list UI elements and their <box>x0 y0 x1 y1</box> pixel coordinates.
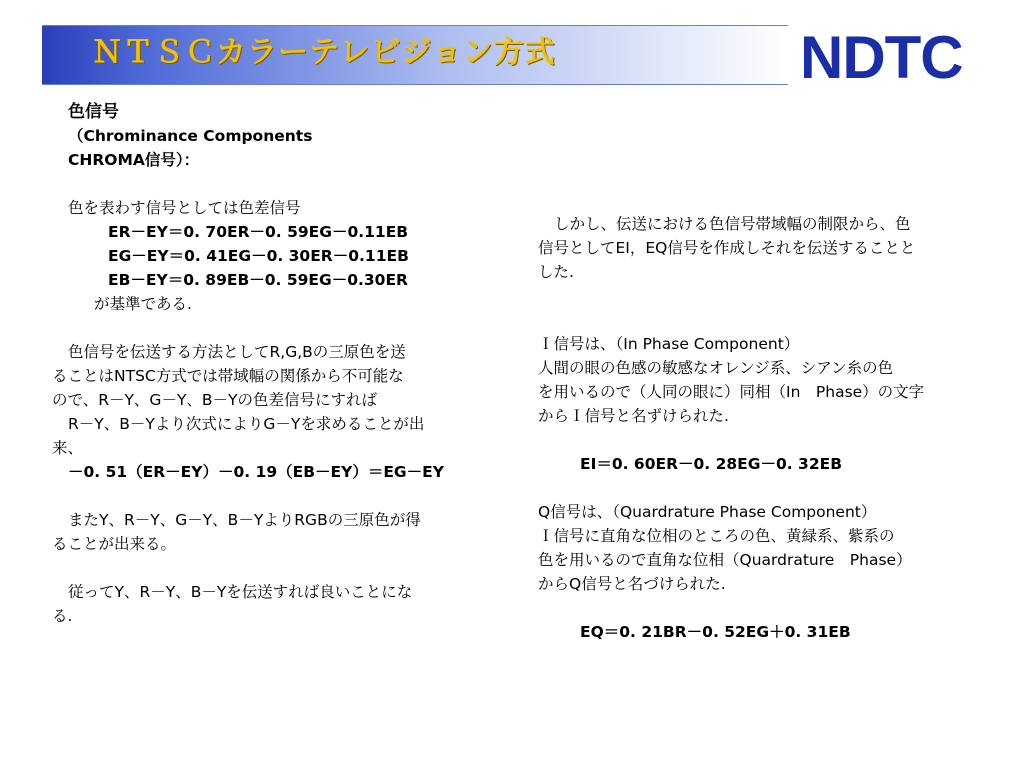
i-signal-title: Ｉ信号は、（In Phase Component） <box>538 335 800 353</box>
paragraph-line: が基準である. <box>94 295 192 313</box>
equation-eg-ey: EG－EY＝0. 41EG－0. 30ER－0.11EB <box>108 247 409 265</box>
paragraph-line: 色信号を伝送する方法としてR,G,Bの三原色を送 <box>68 343 406 361</box>
left-column <box>52 100 492 628</box>
spacer <box>538 596 984 620</box>
paragraph-line: 来、 <box>52 439 84 457</box>
paragraph-line: からＩ信号と名ずけられた. <box>538 407 729 425</box>
paragraph-line: 信号としてEI，EQ信号を作成しそれを伝送することと <box>538 239 916 257</box>
paragraph-line: 色を表わす信号としては色差信号 <box>68 199 301 217</box>
equation-eq: EQ＝0. 21BR－0. 52EG＋0. 31EB <box>580 623 851 641</box>
q-signal-title: Q信号は、（Quardrature Phase Component） <box>538 503 877 521</box>
paragraph-line: を用いるので（人同の眼に）同相（In Phase）の文字 <box>538 383 925 401</box>
paragraph-line: R－Y、B－Yより次式によりG－Yを求めることが出 <box>68 415 425 433</box>
section-subheading-2: CHROMA信号）： <box>68 151 200 169</box>
spacer <box>52 484 492 508</box>
paragraph-line: ることが出来る。 <box>52 535 177 553</box>
ndtc-logo: NDTC <box>800 24 963 91</box>
paragraph-line: 人間の眼の色感の敏感なオレンジ系、シアン糸の色 <box>538 359 894 377</box>
paragraph-line: ることはNTSC方式では帯域幅の関係から不可能な <box>52 367 404 385</box>
section-heading: 色信号 <box>68 102 119 122</box>
paragraph-line: 色を用いるので直角な位相（Quardrature Phase） <box>538 551 912 569</box>
equation-eb-ey: EB－EY＝0. 89EB－0. 59EG－0.30ER <box>108 271 408 289</box>
slide-title: ＮＴＳＣカラーテレビジョン方式 <box>92 35 556 70</box>
spacer <box>538 476 984 500</box>
right-column <box>538 212 984 644</box>
section-subheading: （Chrominance Components <box>68 127 313 145</box>
paragraph-line: しかし、伝送における色信号帯域幅の制限から、色 <box>554 215 911 233</box>
spacer <box>538 284 984 308</box>
spacer <box>538 308 984 332</box>
paragraph-line: 従ってY、R－Y、B－Yを伝送すれば良いことにな <box>68 583 413 601</box>
paragraph-line: またY、R－Y、G－Y、B－YよりRGBの三原色が得 <box>68 511 421 529</box>
equation-ei: EI＝0. 60ER－0. 28EG－0. 32EB <box>580 455 843 473</box>
spacer <box>52 172 492 196</box>
paragraph-line: ので、R－Y、G－Y、B－Yの色差信号にすれば <box>52 391 378 409</box>
paragraph-line: る. <box>52 607 73 625</box>
spacer <box>538 428 984 452</box>
paragraph-line: Ｉ信号に直角な位相のところの色、黄緑系、紫系の <box>538 527 895 545</box>
equation-eg-ey-derived: －0. 51（ER－EY）－0. 19（EB－EY）＝EG－EY <box>68 463 444 481</box>
spacer <box>52 556 492 580</box>
spacer <box>52 316 492 340</box>
paragraph-line: した. <box>538 263 574 281</box>
equation-er-ey: ER－EY＝0. 70ER－0. 59EG－0.11EB <box>108 223 409 241</box>
paragraph-line: からQ信号と名づけられた. <box>538 575 726 593</box>
